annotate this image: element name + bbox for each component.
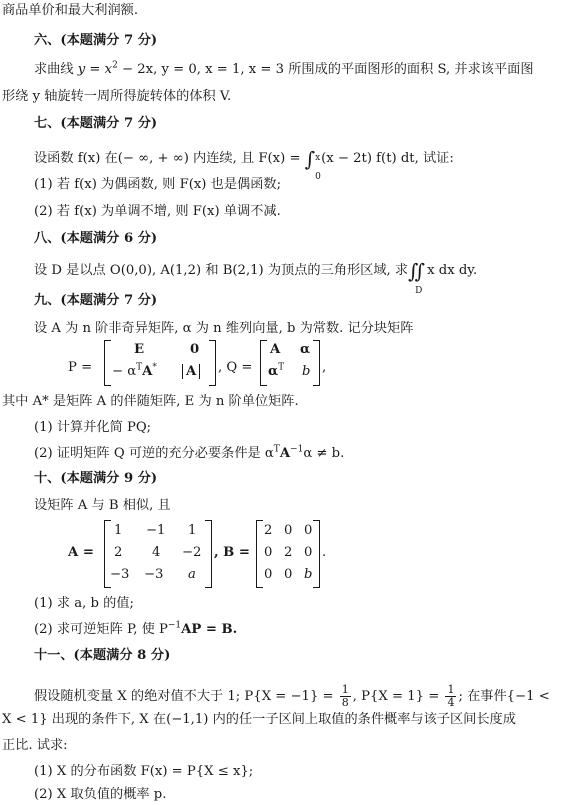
matrix-b-label: , B = xyxy=(214,545,250,560)
section-11-line-5: (2) X 取负值的概率 p. xyxy=(34,787,167,802)
matrix-q: A α $\alpha^T$ b xyxy=(260,340,320,386)
section-9-heading: 九、(本题满分 7 分) xyxy=(34,293,158,308)
section-8-heading: 八、(本题满分 6 分) xyxy=(34,231,158,246)
matrix-p-label: P = xyxy=(68,360,93,375)
section-8-line-1: 设 D 是以点 O(0,0), A(1,2) 和 B(2,1) 为顶点的三角形区域, 求∬ D x dx dy. xyxy=(34,259,478,296)
carryover-line: 商品单价和最大利润额. xyxy=(2,3,139,18)
section-9-line-4: (1) 计算并化简 PQ; xyxy=(34,420,152,435)
section-11-heading: 十一、(本题满分 8 分) xyxy=(34,648,171,663)
matrix-b-end: . xyxy=(322,545,327,560)
matrix-a-label: A = xyxy=(68,545,94,560)
section-9-line-3: 其中 A* 是矩阵 A 的伴随矩阵, E 为 n 阶单位矩阵. xyxy=(2,394,299,409)
section-7-line-3: (2) 若 f(x) 为单调不增, 则 F(x) 单调不减. xyxy=(34,204,281,219)
section-11-line-4: (1) X 的分布函数 F(x) = P{X ≤ x}; xyxy=(34,764,254,779)
matrix-b: 2 0 0 0 2 0 0 0 b xyxy=(256,520,320,588)
section-10-line-2: (1) 求 a, b 的值; xyxy=(34,596,134,611)
fraction-one-eighth: $\frac{1}{8}$ xyxy=(341,683,349,709)
section-10-line-1: 设矩阵 A 与 B 相似, 且 xyxy=(34,498,171,513)
section-10-line-3: (2) 求可逆矩阵 P, 使 $P^{-1}AP = B$. xyxy=(34,620,238,637)
section-6-line-1: 求曲线 $y = x^2 - 2x$, y = 0, x = 1, x = 3 所围成的平面图形的面积 S, 并求该平面图 xyxy=(34,60,534,77)
double-integral-sign: ∬ xyxy=(408,259,426,283)
matrix-q-comma: , xyxy=(322,360,327,375)
matrix-a: 1 −1 1 2 4 −2 −3 −3 a xyxy=(104,520,212,588)
section-6-heading: 六、(本题满分 7 分) xyxy=(34,33,158,48)
section-11-line-3: 正比. 试求: xyxy=(2,738,68,753)
section-9-line-1: 设 A 为 n 阶非奇异矩阵, α 为 n 维列向量, b 为常数. 记分块矩阵 xyxy=(34,321,414,336)
section-9-line-5: (2) 证明矩阵 Q 可逆的充分必要条件是 $\alpha^TA^{-1}\alpha \ne b$. xyxy=(34,444,345,461)
fraction-one-quarter: $\frac{1}{4}$ xyxy=(447,683,455,709)
section-11-line-2: X < 1} 出现的条件下, X 在(−1,1) 内的任一子区间上取值的条件概率与该子区间长度成 xyxy=(2,712,516,727)
section-7-heading: 七、(本题满分 7 分) xyxy=(34,116,158,131)
matrix-q-label: , Q = xyxy=(218,360,253,375)
section-7-line-1: 设函数 f(x) 在(− ∞, + ∞) 内连续, 且 F(x) = ∫ x 0 (x − 2t) f(t) dt, 试证: xyxy=(34,147,454,182)
section-6-line-2: 形绕 y 轴旋转一周所得旋转体的体积 V. xyxy=(2,89,232,104)
section-11-line-1: 假设随机变量 X 的绝对值不大于 1; P{X = −1} = $\frac{1}{8}$ , P{X = 1} = $\frac{1}{4}$ ; 在事件{−1 < xyxy=(34,683,550,709)
section-10-heading: 十、(本题满分 9 分) xyxy=(34,471,158,486)
matrix-p: E 0 − $\alpha^TA^*$ A xyxy=(104,340,216,386)
section-7-line-2: (1) 若 f(x) 为偶函数, 则 F(x) 也是偶函数; xyxy=(34,177,282,192)
integral-sign: ∫ xyxy=(304,147,316,171)
